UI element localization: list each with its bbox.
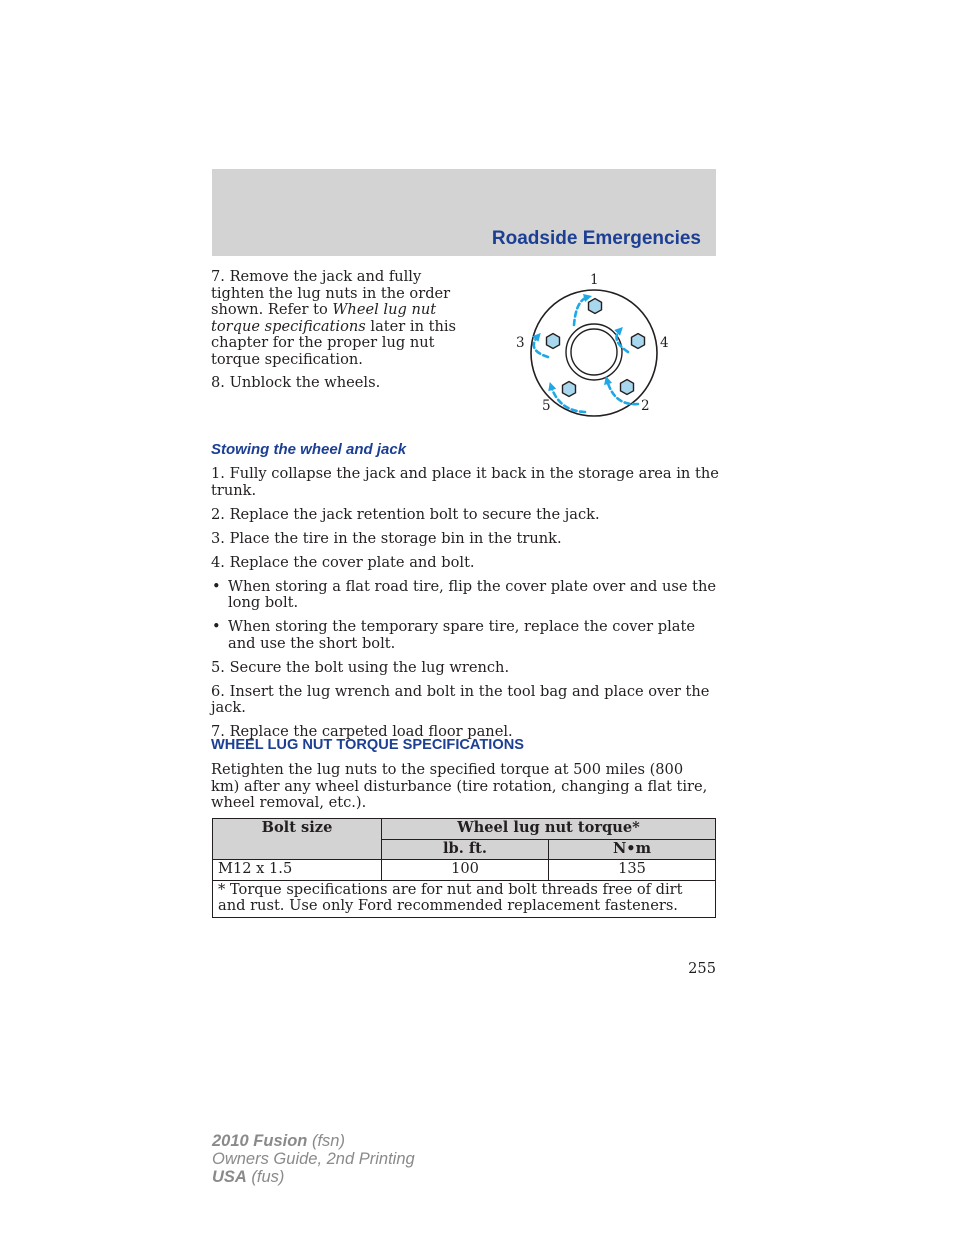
cell-newton-meter: 135 <box>549 860 716 881</box>
section-header-band <box>212 169 716 256</box>
header-newton-meter: N•m <box>549 839 716 860</box>
tighten-arrow-icon <box>574 297 588 325</box>
wheel-hub-inner <box>571 329 617 375</box>
stowing-steps <box>211 466 719 748</box>
intro-steps <box>211 269 471 397</box>
stowing-step-7: 7. Replace the carpeted load floor panel. <box>211 723 513 741</box>
torque-spec-table <box>212 818 716 918</box>
table-footnote-row <box>213 880 716 917</box>
lug-nut-3-icon <box>547 334 560 349</box>
lug-nut-5-icon <box>563 382 576 397</box>
stowing-step-2: 2. Replace the jack retention bolt to secure the jack. <box>211 505 600 523</box>
torque-spec-paragraph: Retighten the lug nuts to the specified torque at 500 miles (800 km) after any wheel disturbance (tire rotation, changing a flat tire, wheel removal, etc.). <box>211 761 708 812</box>
cell-lb-ft: 100 <box>382 860 549 881</box>
table-row <box>213 860 716 881</box>
diagram-label-1: 1 <box>590 272 599 288</box>
lug-nut-2-icon <box>621 380 634 395</box>
page-number: 255 <box>688 960 716 977</box>
torque-spec-heading: WHEEL LUG NUT TORQUE SPECIFICATIONS <box>211 737 524 753</box>
stowing-step-1: 1. Fully collapse the jack and place it back in the storage area in the trunk. <box>211 465 719 499</box>
cell-bolt-size: M12 x 1.5 <box>213 860 382 881</box>
stowing-step-4: 4. Replace the cover plate and bolt. <box>211 553 475 571</box>
intro-step-7: 7. Remove the jack and fully tighten the lug nuts in the order shown. Refer to Wheel lug nut torque specifications later in this chapter for the proper lug nut torque specification. <box>211 268 457 368</box>
cross-reference-link: Wheel lug nut torque specifications <box>211 301 437 335</box>
intro-step-8: 8. Unblock the wheels. <box>211 373 381 391</box>
table-footnote: * Torque specifications are for nut and bolt threads free of dirt and rust. Use only Ford recommended replacement fasteners. <box>213 880 716 917</box>
wheel-hub-outer <box>566 324 622 380</box>
footer-line-model: 2010 Fusion (fsn) <box>212 1132 345 1150</box>
lug-nut-4-icon <box>632 334 645 349</box>
lug-nut-1-icon <box>589 299 602 314</box>
stowing-bullet-spare-tire: • When storing the temporary spare tire, replace the cover plate and use the short bolt. <box>211 619 719 652</box>
diagram-label-3: 3 <box>516 335 525 351</box>
lug-nut-tightening-diagram <box>508 268 678 420</box>
stowing-step-5: 5. Secure the bolt using the lug wrench. <box>211 658 510 676</box>
stowing-step-3: 3. Place the tire in the storage bin in the trunk. <box>211 529 562 547</box>
header-lb-ft: lb. ft. <box>382 839 549 860</box>
header-bolt-size: Bolt size <box>213 819 382 860</box>
diagram-label-4: 4 <box>660 335 669 351</box>
footer-line-edition: Owners Guide, 2nd Printing <box>212 1150 415 1168</box>
document-footer <box>212 1132 415 1186</box>
header-torque: Wheel lug nut torque* <box>382 819 716 840</box>
stowing-step-6: 6. Insert the lug wrench and bolt in the tool bag and place over the jack. <box>211 682 710 717</box>
table-header-row <box>213 819 716 840</box>
section-title: Roadside Emergencies <box>491 228 701 249</box>
stowing-heading: Stowing the wheel and jack <box>211 441 407 458</box>
diagram-label-5: 5 <box>542 398 551 414</box>
diagram-label-2: 2 <box>641 398 650 414</box>
footer-line-market: USA (fus) <box>212 1168 285 1186</box>
stowing-bullet-flat-tire: • When storing a flat road tire, flip the cover plate over and use the long bolt. <box>211 579 719 612</box>
